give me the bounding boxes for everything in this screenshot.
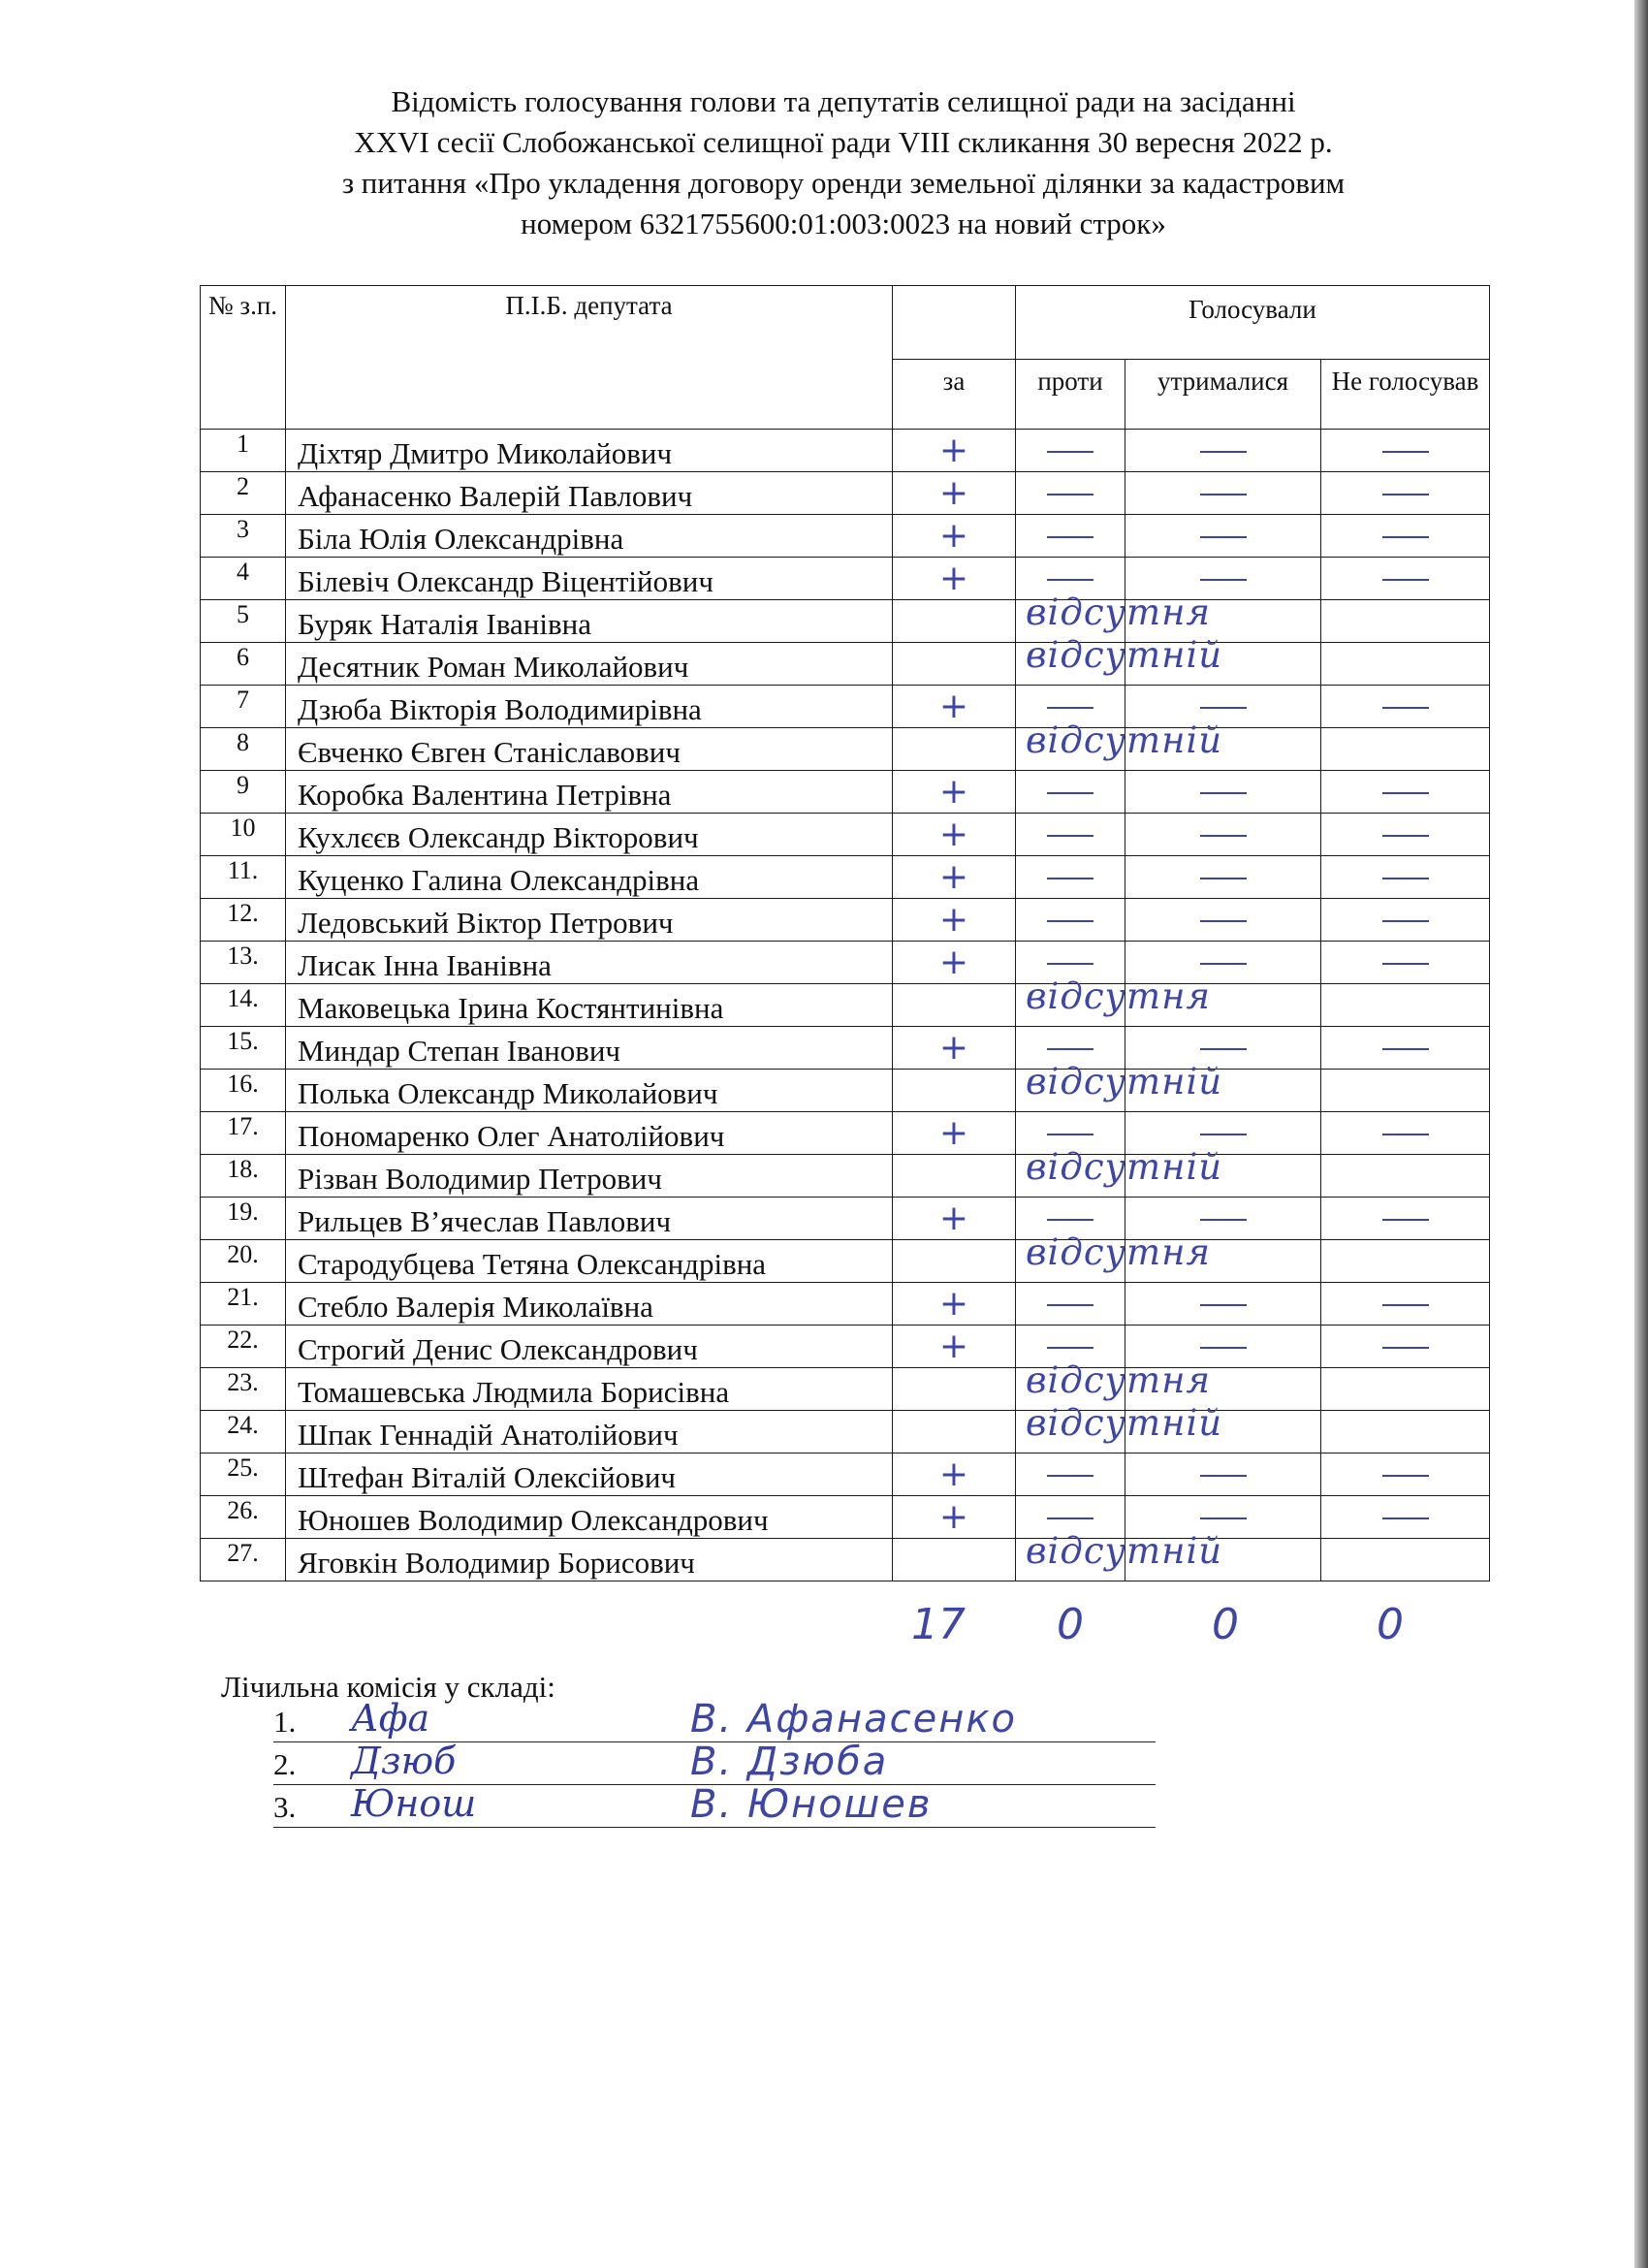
table-row (201, 1453, 1490, 1496)
row-number: 12. (201, 899, 286, 942)
dash-mark (1382, 707, 1429, 709)
dash-mark (1047, 963, 1093, 965)
scan-edge (1634, 0, 1648, 2268)
total-abstained: 0 (1212, 1600, 1239, 1649)
vote-for: + (893, 472, 1016, 515)
vote-not-voted (1321, 1112, 1490, 1155)
dash-mark (1382, 1304, 1429, 1306)
vote-not-voted (1321, 472, 1490, 515)
row-number: 17. (201, 1112, 286, 1155)
row-number: 6 (201, 643, 286, 686)
vote-for (893, 1240, 1016, 1283)
table-row (201, 1326, 1490, 1368)
commission-member-name: В. Дзюба (690, 1740, 889, 1784)
header-abstained: утрималися (1125, 360, 1321, 430)
dash-mark (1047, 1304, 1093, 1306)
table-row (201, 515, 1490, 558)
total-for: 17 (911, 1600, 966, 1649)
signature: Афа (351, 1697, 430, 1740)
table-row (201, 1368, 1490, 1411)
dash-mark (1200, 536, 1247, 538)
commission-member-number: 1. (273, 1705, 297, 1739)
deputy-name: Коробка Валентина Петрівна (286, 771, 893, 814)
vote-not-voted (1321, 728, 1490, 771)
table-row (201, 1198, 1490, 1240)
vote-not-voted (1321, 1198, 1490, 1240)
commission-member-name: В. Афанасенко (690, 1697, 1017, 1741)
row-number: 4 (201, 558, 286, 600)
table-row (201, 984, 1490, 1027)
vote-against (1016, 472, 1125, 515)
dash-mark (1047, 451, 1093, 453)
vote-abstained (1125, 472, 1321, 515)
vote-for (893, 984, 1016, 1027)
deputy-name: Полька Олександр Миколайович (286, 1070, 893, 1112)
dash-mark (1200, 494, 1247, 495)
row-number: 10 (201, 814, 286, 856)
vote-against (1016, 515, 1125, 558)
vote-not-voted (1321, 515, 1490, 558)
dash-mark (1200, 1304, 1247, 1306)
vote-for (893, 1070, 1016, 1112)
dash-mark (1382, 451, 1429, 453)
vote-against (1016, 771, 1125, 814)
vote-not-voted (1321, 942, 1490, 984)
table-row (201, 1027, 1490, 1070)
table-row (201, 1240, 1490, 1283)
deputy-name: Буряк Наталія Іванівна (286, 600, 893, 643)
dash-mark (1200, 1219, 1247, 1221)
table-row (201, 942, 1490, 984)
deputy-name: Стародубцева Тетяна Олександрівна (286, 1240, 893, 1283)
row-number: 14. (201, 984, 286, 1027)
absent-note: відсутня (1026, 591, 1211, 633)
deputy-name: Штефан Віталій Олексійович (286, 1453, 893, 1496)
deputy-name: Дзюба Вікторія Володимирівна (286, 686, 893, 728)
total-not-voted: 0 (1377, 1600, 1404, 1649)
table-row (201, 600, 1490, 643)
vote-abstained (1125, 430, 1321, 472)
header-number: № з.п. (201, 286, 286, 430)
header-line-4: номером 6321755600:01:003:0023 на новий строк» (521, 207, 1166, 240)
dash-mark (1382, 536, 1429, 538)
vote-not-voted (1321, 984, 1490, 1027)
dash-mark (1047, 835, 1093, 837)
vote-abstained (1125, 856, 1321, 899)
vote-for: + (893, 814, 1016, 856)
absent-note: відсутній (1026, 1146, 1223, 1188)
vote-against (1016, 430, 1125, 472)
row-number: 18. (201, 1155, 286, 1198)
row-number: 13. (201, 942, 286, 984)
vote-for: + (893, 430, 1016, 472)
dash-mark (1382, 878, 1429, 879)
vote-abstained (1125, 1453, 1321, 1496)
vote-for (893, 1368, 1016, 1411)
absent-note: відсутній (1026, 1530, 1223, 1572)
deputy-name: Шпак Геннадій Анатолійович (286, 1411, 893, 1453)
vote-for (893, 643, 1016, 686)
deputy-name: Кухлєєв Олександр Вікторович (286, 814, 893, 856)
vote-against (1016, 1453, 1125, 1496)
dash-mark (1047, 792, 1093, 794)
commission-member-1 (273, 1697, 1156, 1742)
commission-member-2 (273, 1740, 1156, 1785)
vote-not-voted (1321, 1368, 1490, 1411)
row-number: 22. (201, 1326, 286, 1368)
deputy-name: Пономаренко Олег Анатолійович (286, 1112, 893, 1155)
table-row (201, 728, 1490, 771)
header-not-voted: Не голосував (1321, 360, 1490, 430)
vote-abstained (1125, 899, 1321, 942)
row-number: 7 (201, 686, 286, 728)
vote-not-voted (1321, 1070, 1490, 1112)
deputy-name: Маковецька Ірина Костянтинівна (286, 984, 893, 1027)
dash-mark (1047, 878, 1093, 879)
dash-mark (1382, 494, 1429, 495)
vote-not-voted (1321, 814, 1490, 856)
header-blank (893, 286, 1016, 360)
header-voted: Голосували (1016, 286, 1490, 360)
dash-mark (1382, 1219, 1429, 1221)
vote-for: + (893, 899, 1016, 942)
dash-mark (1047, 707, 1093, 709)
dash-mark (1382, 1347, 1429, 1349)
commission-title: Лічильна комісія у складі: (221, 1670, 555, 1704)
deputy-name: Яговкін Володимир Борисович (286, 1539, 893, 1581)
deputy-name: Біла Юлія Олександрівна (286, 515, 893, 558)
header-name: П.І.Б. депутата (286, 286, 893, 430)
dash-mark (1382, 963, 1429, 965)
row-number: 16. (201, 1070, 286, 1112)
row-number: 21. (201, 1283, 286, 1326)
vote-not-voted (1321, 1283, 1490, 1326)
deputy-name: Лисак Інна Іванівна (286, 942, 893, 984)
row-number: 15. (201, 1027, 286, 1070)
commission-member-name: В. Юношев (690, 1782, 933, 1827)
row-number: 2 (201, 472, 286, 515)
vote-not-voted (1321, 1453, 1490, 1496)
table-row (201, 1539, 1490, 1581)
vote-abstained (1125, 515, 1321, 558)
commission-member-3 (273, 1782, 1156, 1828)
dash-mark (1047, 1219, 1093, 1221)
header-line-3: з питання «Про укладення договору оренди земельної ділянки за кадастровим (341, 166, 1346, 200)
table-row (201, 430, 1490, 472)
table-row (201, 558, 1490, 600)
dash-mark (1382, 1048, 1429, 1050)
deputy-name: Рильцев В’ячеслав Павлович (286, 1198, 893, 1240)
row-number: 3 (201, 515, 286, 558)
dash-mark (1200, 1134, 1247, 1135)
voting-table (200, 285, 1490, 1581)
row-number: 19. (201, 1198, 286, 1240)
deputy-name: Томашевська Людмила Борисівна (286, 1368, 893, 1411)
signature: Юнош (351, 1782, 477, 1825)
row-number: 9 (201, 771, 286, 814)
vote-not-voted (1321, 1240, 1490, 1283)
vote-for: + (893, 558, 1016, 600)
deputy-name: Афанасенко Валерій Павлович (286, 472, 893, 515)
row-number: 24. (201, 1411, 286, 1453)
dash-mark (1382, 1134, 1429, 1135)
dash-mark (1200, 1517, 1247, 1519)
dash-mark (1200, 579, 1247, 581)
header-against: проти (1016, 360, 1125, 430)
vote-for: + (893, 515, 1016, 558)
deputy-name: Білевіч Олександр Віцентійович (286, 558, 893, 600)
vote-for: + (893, 1198, 1016, 1240)
table-row (201, 1155, 1490, 1198)
deputy-name: Юношев Володимир Олександрович (286, 1496, 893, 1539)
dash-mark (1047, 1475, 1093, 1477)
dash-mark (1047, 920, 1093, 922)
vote-against (1016, 1283, 1125, 1326)
dash-mark (1382, 1475, 1429, 1477)
vote-not-voted (1321, 1027, 1490, 1070)
absent-note: відсутній (1026, 1061, 1223, 1102)
table-row (201, 771, 1490, 814)
deputy-name: Різван Володимир Петрович (286, 1155, 893, 1198)
document-header (223, 81, 1464, 244)
vote-not-voted (1321, 686, 1490, 728)
vote-against (1016, 899, 1125, 942)
table-row (201, 1283, 1490, 1326)
dash-mark (1047, 1048, 1093, 1050)
dash-mark (1382, 792, 1429, 794)
vote-not-voted (1321, 771, 1490, 814)
row-number: 5 (201, 600, 286, 643)
vote-not-voted (1321, 1496, 1490, 1539)
vote-not-voted (1321, 899, 1490, 942)
total-against: 0 (1057, 1600, 1084, 1649)
header-line-2: XXVI сесії Слобожанської селищної ради VIII скликання 30 вересня 2022 р. (354, 125, 1333, 159)
vote-for: + (893, 1283, 1016, 1326)
absent-note: відсутня (1026, 1231, 1211, 1273)
table-row (201, 472, 1490, 515)
dash-mark (1200, 963, 1247, 965)
row-number: 25. (201, 1453, 286, 1496)
vote-for: + (893, 1453, 1016, 1496)
vote-for: + (893, 1027, 1016, 1070)
row-number: 27. (201, 1539, 286, 1581)
dash-mark (1382, 835, 1429, 837)
signature: Дзюб (351, 1740, 457, 1782)
deputy-name: Строгий Денис Олександрович (286, 1326, 893, 1368)
vote-not-voted (1321, 1155, 1490, 1198)
dash-mark (1047, 1347, 1093, 1349)
absent-note: відсутня (1026, 975, 1211, 1017)
header-for: за (893, 360, 1016, 430)
dash-mark (1200, 451, 1247, 453)
vote-for (893, 728, 1016, 771)
vote-for: + (893, 942, 1016, 984)
vote-for (893, 1539, 1016, 1581)
deputy-name: Ледовський Віктор Петрович (286, 899, 893, 942)
vote-not-voted (1321, 430, 1490, 472)
dash-mark (1382, 920, 1429, 922)
dash-mark (1200, 707, 1247, 709)
vote-for: + (893, 856, 1016, 899)
row-number: 1 (201, 430, 286, 472)
vote-not-voted (1321, 1539, 1490, 1581)
dash-mark (1200, 920, 1247, 922)
table-row (201, 814, 1490, 856)
deputy-name: Миндар Степан Іванович (286, 1027, 893, 1070)
table-row (201, 856, 1490, 899)
vote-for: + (893, 686, 1016, 728)
table-row (201, 1496, 1490, 1539)
vote-for (893, 1155, 1016, 1198)
dash-mark (1200, 835, 1247, 837)
vote-for: + (893, 771, 1016, 814)
dash-mark (1200, 1347, 1247, 1349)
dash-mark (1200, 1048, 1247, 1050)
commission-member-number: 3. (273, 1790, 297, 1824)
table-row (201, 1070, 1490, 1112)
commission-member-number: 2. (273, 1747, 297, 1781)
dash-mark (1047, 579, 1093, 581)
vote-abstained (1125, 814, 1321, 856)
vote-not-voted (1321, 856, 1490, 899)
vote-not-voted (1321, 643, 1490, 686)
vote-for (893, 600, 1016, 643)
vote-abstained (1125, 1283, 1321, 1326)
header-line-1: Відомість голосування голови та депутатів селищної ради на засіданні (391, 84, 1296, 118)
vote-for: + (893, 1496, 1016, 1539)
table-row (201, 899, 1490, 942)
absent-note: відсутній (1026, 634, 1223, 676)
absent-note: відсутній (1026, 1402, 1223, 1444)
dash-mark (1047, 1134, 1093, 1135)
row-number: 26. (201, 1496, 286, 1539)
deputy-name: Євченко Євген Станіславович (286, 728, 893, 771)
table-row (201, 643, 1490, 686)
vote-for (893, 1411, 1016, 1453)
row-number: 11. (201, 856, 286, 899)
deputy-name: Десятник Роман Миколайович (286, 643, 893, 686)
deputy-name: Куценко Галина Олександрівна (286, 856, 893, 899)
dash-mark (1047, 1517, 1093, 1519)
vote-for: + (893, 1112, 1016, 1155)
deputy-name: Стебло Валерія Миколаївна (286, 1283, 893, 1326)
vote-against (1016, 856, 1125, 899)
vote-not-voted (1321, 600, 1490, 643)
vote-abstained (1125, 771, 1321, 814)
table-row (201, 1112, 1490, 1155)
vote-not-voted (1321, 558, 1490, 600)
dash-mark (1047, 536, 1093, 538)
dash-mark (1382, 1517, 1429, 1519)
dash-mark (1200, 878, 1247, 879)
dash-mark (1382, 579, 1429, 581)
absent-note: відсутня (1026, 1359, 1211, 1401)
vote-against (1016, 814, 1125, 856)
vote-for: + (893, 1326, 1016, 1368)
dash-mark (1200, 792, 1247, 794)
absent-note: відсутній (1026, 719, 1223, 761)
deputy-name: Діхтяр Дмитро Миколайович (286, 430, 893, 472)
vote-not-voted (1321, 1411, 1490, 1453)
dash-mark (1200, 1475, 1247, 1477)
row-number: 23. (201, 1368, 286, 1411)
row-number: 8 (201, 728, 286, 771)
vote-not-voted (1321, 1326, 1490, 1368)
table-row (201, 1411, 1490, 1453)
table-row (201, 686, 1490, 728)
row-number: 20. (201, 1240, 286, 1283)
dash-mark (1047, 494, 1093, 495)
